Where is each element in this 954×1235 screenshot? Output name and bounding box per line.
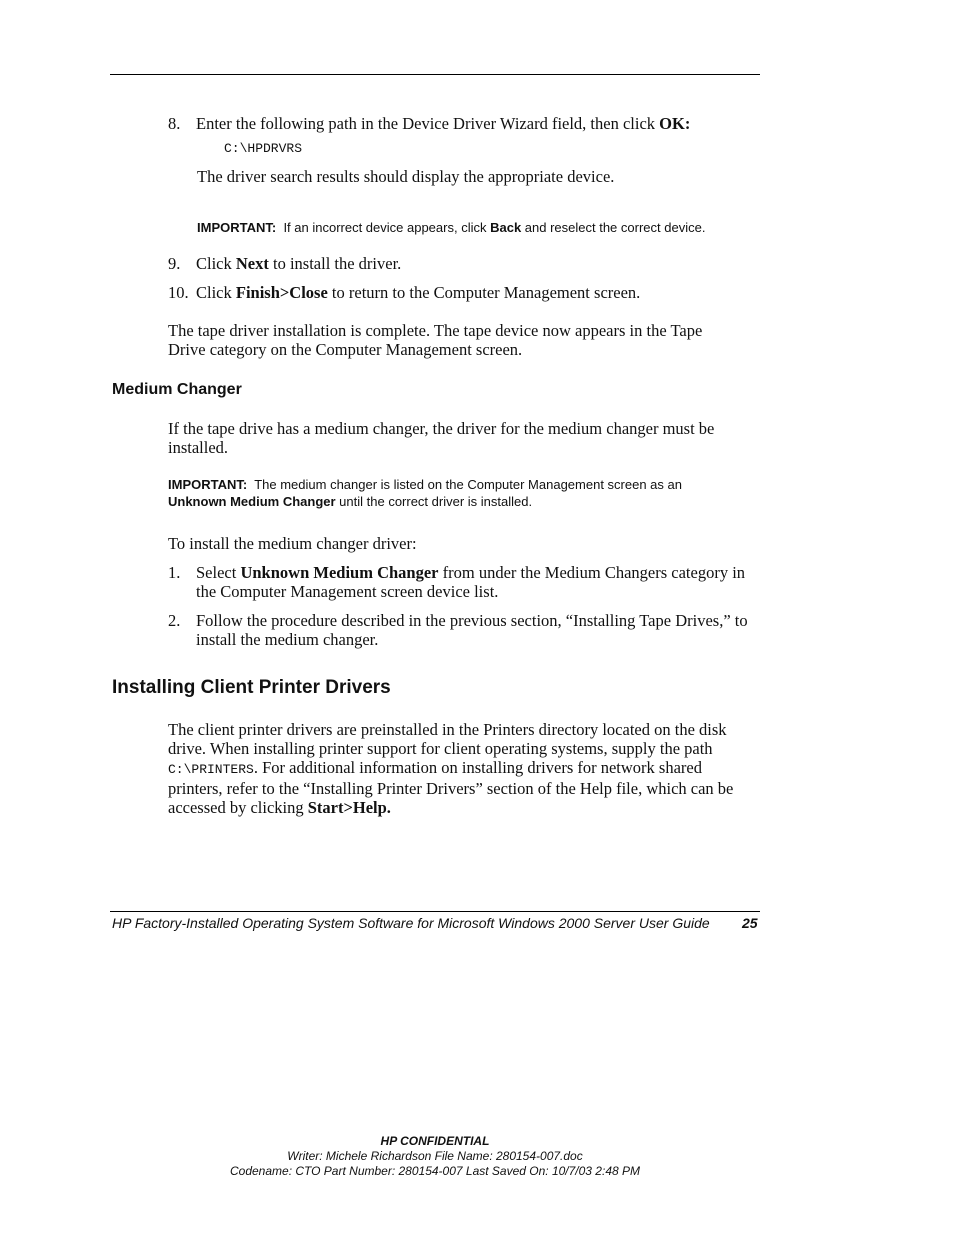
step-number: 9. [168,254,181,273]
step-number: 2. [168,611,181,630]
important-note-2 [168,476,758,510]
important-note-1 [197,219,757,236]
important-text-post: and reselect the correct device. [521,220,706,235]
medium-changer-heading: Medium Changer [112,381,242,398]
step-text-post: to return to the Computer Management screen. [327,283,641,302]
printer-paragraph [168,720,760,817]
start-help-text: Start>Help. [307,798,391,817]
printer-text-2: . For additional information on installing drivers for network shared printers, refer to the “Installing Printer Drivers” section of the Help file, which can be accessed by clicking [168,758,734,817]
path-code: C:\HPDRVRS [224,141,303,156]
page-number: 25 [742,915,758,931]
step-text-pre: Click [196,254,236,273]
step-text-bold: Finish>Close [235,283,328,302]
step-text: Follow the procedure described in the previous section, “Installing Tape Drives,” to install the medium changer. [196,611,748,649]
confidential-label: HP CONFIDENTIAL [380,1134,490,1148]
step-text [196,254,761,273]
to-install-text: To install the medium changer driver: [168,534,417,553]
step-text-post: to install the driver. [268,254,402,273]
confidential-codename: Codename: CTO Part Number: 280154-007 Last Saved On: 10/7/03 2:48 PM [229,1164,640,1178]
footer-rule [110,911,760,912]
medium-changer-intro: If the tape drive has a medium changer, the driver for the medium changer must be installed. [168,419,715,457]
step-text [196,283,761,302]
step-text-pre: Click [196,283,236,302]
important-text-pre: The medium changer is listed on the Computer Management screen as an [254,477,682,492]
step-text-bold: OK: [659,114,691,133]
step-text-post: from under the Medium Changers category in the Computer Management screen device list. [196,563,746,601]
step-text-pre: Select [196,563,241,582]
step-number: 8. [168,114,181,133]
important-text-bold: Unknown Medium Changer [168,494,336,509]
step-text-pre: Enter the following path in the Device Driver Wizard field, then click [196,114,660,133]
confidential-writer: Writer: Michele Richardson File Name: 280154-007.doc [287,1149,583,1163]
important-text-bold: Back [490,220,522,235]
step-text-bold: Next [235,254,269,273]
step-number: 1. [168,563,181,582]
step-text [196,563,756,601]
search-result-text: The driver search results should display the appropriate device. [197,167,615,186]
printer-text-1: The client printer drivers are preinstalled in the Printers directory located on the disk drive. When installing printer support for client operating systems, supply the path [168,720,727,758]
header-rule [110,74,760,75]
step-text [196,114,761,133]
footer-title: HP Factory-Installed Operating System Software for Microsoft Windows 2000 Server User Guide [112,915,710,931]
printers-path-code: C:\PRINTERS [168,762,254,777]
important-text-pre: If an incorrect device appears, click [283,220,491,235]
tape-complete-paragraph: The tape driver installation is complete. The tape device now appears in the Tape Drive category on the Computer Management screen. [168,321,703,359]
important-label: IMPORTANT: [197,220,277,235]
step-text-bold: Unknown Medium Changer [240,563,439,582]
printer-section-heading: Installing Client Printer Drivers [112,677,391,698]
step-number: 10. [168,283,189,302]
important-text-post: until the correct driver is installed. [335,494,533,509]
important-label: IMPORTANT: [168,477,248,492]
